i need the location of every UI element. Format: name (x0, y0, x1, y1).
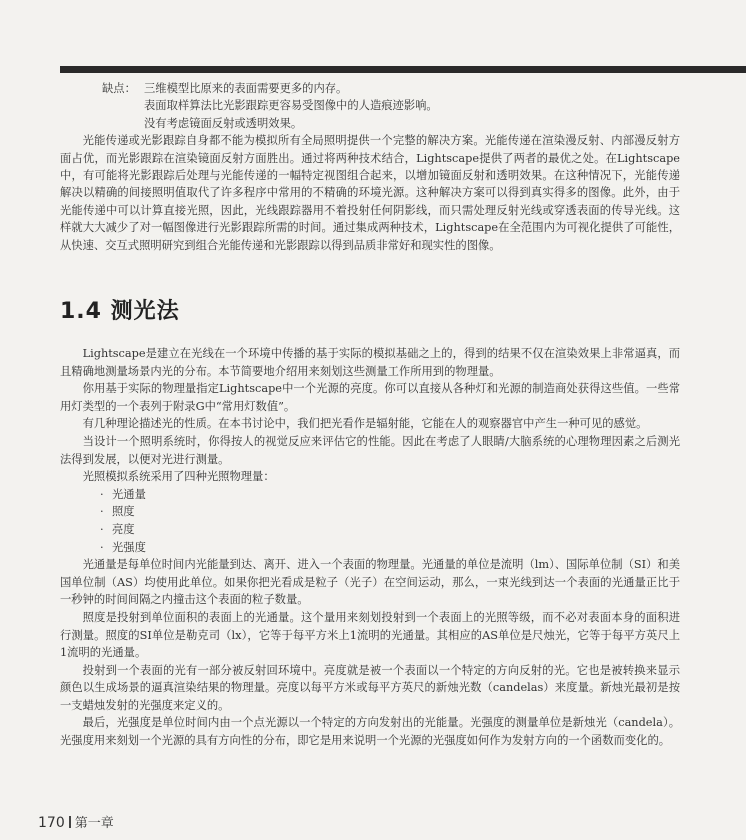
page-number: 170 (38, 815, 65, 831)
drawbacks-label: 缺点： (102, 82, 136, 95)
paragraph: 光通量是每单位时间内光能量到达、离开、进入一个表面的物理量。光通量的单位是流明（lm）、国际单位制（SI）和美国单位制（AS）均使用此单位。如果你把光看成是粒子（光子）在空间运动，那么，一束光线到达一个表面的光通量正比于一秒钟的时间间隔之内撞击这个表面的粒子数量。 (60, 558, 680, 607)
quantities-list (60, 486, 680, 556)
drawback-item: 表面取样算法比光影跟踪更容易受图像中的人造痕迹影响。 (144, 99, 438, 113)
paragraph: 最后，光强度是单位时间内由一个点光源以一个特定的方向发射出的光能量。光强度的测量单位是新烛光（candela）。光强度用来刻划一个光源的具有方向性的分布，即它是用来说明一个光源的光强度如何作为发射方向的一个函数而变化的。 (60, 716, 680, 748)
paragraph: 光照模拟系统采用了四种光照物理量： (82, 470, 275, 484)
header-rule (60, 66, 746, 73)
drawback-item: 没有考虑镜面反射或透明效果。 (144, 116, 303, 130)
paragraph: 投射到一个表面的光有一部分被反射回环境中。亮度就是被一个表面以一个特定的方向反射的光。它也是被转换来显示颜色以生成场景的逼真渲染结果的物理量。亮度以每平方米或每平方英尺的新烛光数（candelas）来度量。新烛光最初是按一支蜡烛发射的光强度来定义的。 (60, 663, 680, 712)
section-body (60, 345, 680, 750)
drawback-item: 三维模型比原来的表面需要更多的内存。 (144, 82, 348, 95)
intro-paragraph: 光能传递或光影跟踪自身都不能为模拟所有全局照明提供一个完整的解决方案。光能传递在渲染漫反射、内部漫反射方面占优，而光影跟踪在渲染镜面反射方面胜出。通过将两种技术结合，Lightscape提供了两者的最优之处。在Lightscape中，有可能将光影跟踪后处理与光能传递的一幅特定视图组合起来，以增加镜面反射和透明效果。在这种情况下，光能传递解决以精确的间接照明值取代了许多程序中常用的不精确的环境光源。这种解决方案可以得到真实得多的图像。此外，由于光能传递中可以计算直接光照，因此，光线跟踪器用不着投射任何阴影线，而只需处理反射光线或穿透表面的传导光线。这样就大大减少了对一幅图像进行光影跟踪所需的时间。通过集成两种技术，Lightscape在全范围内为可视化提供了可能性，从快速、交互式照明研究到组合光能传递和光影跟踪以得到品质非常好和现实性的图像。 (60, 134, 680, 252)
list-item: · 照度 (100, 505, 135, 519)
page-footer (38, 812, 114, 831)
drawbacks-list (60, 80, 680, 132)
chapter-label: 第一章 (74, 816, 114, 831)
intro-block (60, 80, 680, 254)
footer-separator (69, 816, 71, 828)
paragraph: 有几种理论描述光的性质。在本书讨论中，我们把光看作是辐射能，它能在人的观察器官中产生一种可见的感觉。 (82, 417, 648, 431)
paragraph: 你用基于实际的物理量指定Lightscape中一个光源的亮度。你可以直接从各种灯和光源的制造商处获得这些值。一些常用灯类型的一个表列于附录G中“常用灯数值”。 (60, 382, 680, 413)
list-item: · 亮度 (100, 522, 135, 536)
list-item: · 光强度 (100, 540, 146, 554)
paragraph: 照度是投射到单位面积的表面上的光通量。这个量用来刻划投射到一个表面上的光照等级，而不必对表面本身的面积进行测量。照度的SI单位是勒克司（lx），它等于每平方米上1流明的光通量。其相应的AS单位是尺烛光，它等于每平方英尺上1流明的光通量。 (60, 610, 680, 660)
list-item: · 光通量 (100, 487, 146, 501)
paragraph: Lightscape是建立在光线在一个环境中传播的基于实际的模拟基础之上的，得到的结果不仅在渲染效果上非常逼真，而且精确地测量场景内光的分布。本节简要地介绍用来刻划这些测量工作所用到的物理量。 (60, 347, 680, 378)
section-title: 1.4 测光法 (60, 299, 180, 324)
paragraph: 当设计一个照明系统时，你得按人的视觉反应来评估它的性能。因此在考虑了人眼睛/大脑系统的心理物理因素之后测光法得到发展，以便对光进行测量。 (60, 434, 680, 466)
